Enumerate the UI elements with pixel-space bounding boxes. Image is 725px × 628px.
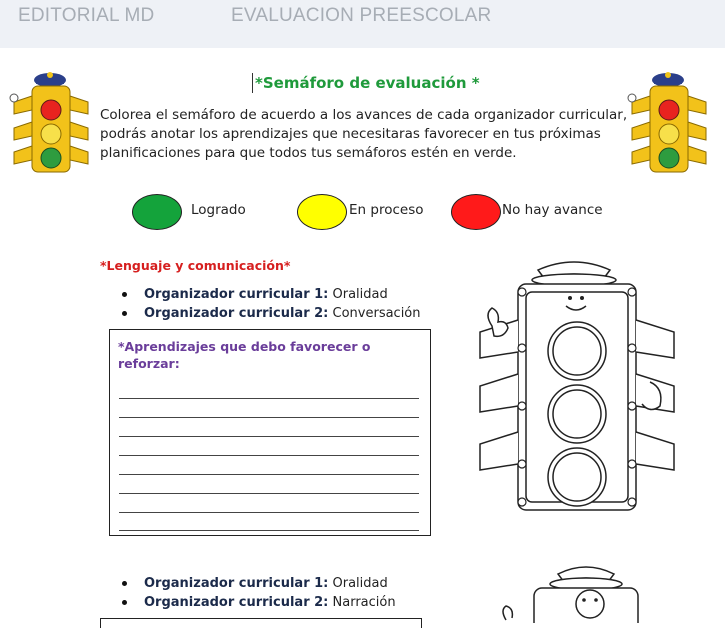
organizer-value: Conversación [328, 306, 421, 321]
learning-notes-box[interactable] [100, 618, 422, 628]
organizer-value: Oralidad [328, 287, 388, 302]
notes-box-title: *Aprendizajes que debo favorecer o reforzar: [118, 339, 371, 371]
legend-yellow-dot [297, 194, 347, 230]
legend-green-dot [132, 194, 182, 230]
traffic-light-character-icon [8, 70, 94, 176]
organizer-value: Oralidad [328, 576, 388, 591]
writing-line [119, 455, 419, 456]
legend-label-logrado: Logrado [191, 202, 246, 218]
legend-red-dot [451, 194, 501, 230]
writing-line [119, 512, 419, 513]
writing-line [119, 530, 419, 531]
writing-line [119, 436, 419, 437]
writing-line [119, 474, 419, 475]
organizer-key: Organizador curricular 2: [144, 595, 329, 610]
writing-line [119, 398, 419, 399]
list-item [120, 593, 396, 612]
organizer-list [120, 285, 421, 323]
traffic-light-character-icon [626, 70, 712, 176]
instructions-paragraph: Colorea el semáforo de acuerdo a los avances de cada organizador curricular, podrás anotar los aprendizajes que necesitaras favorecer en tus próximas planificaciones para que todos tus semáforos estén en verde. [100, 107, 628, 161]
header-publisher: EDITORIAL MD [18, 5, 155, 26]
organizer-key: Organizador curricular 1: [144, 287, 329, 302]
writing-line [119, 417, 419, 418]
list-item [120, 285, 421, 304]
section-title-lenguaje: *Lenguaje y comunicación* [100, 258, 291, 273]
document-header [0, 0, 725, 48]
page-title: *Semáforo de evaluación * [255, 74, 480, 92]
organizer-value: Narración [328, 595, 396, 610]
organizer-key: Organizador curricular 1: [144, 576, 329, 591]
legend-label-en-proceso: En proceso [349, 202, 424, 218]
text-cursor [252, 73, 253, 93]
traffic-light-coloring-icon[interactable] [470, 256, 675, 518]
organizer-key: Organizador curricular 2: [144, 306, 329, 321]
traffic-light-coloring-icon[interactable] [496, 560, 646, 623]
organizer-list [120, 574, 396, 612]
list-item [120, 304, 421, 323]
learning-notes-box[interactable] [109, 329, 431, 536]
list-item [120, 574, 396, 593]
header-document-title: EVALUACION PREESCOLAR [231, 5, 492, 26]
writing-line [119, 493, 419, 494]
legend-label-no-hay-avance: No hay avance [502, 202, 603, 218]
